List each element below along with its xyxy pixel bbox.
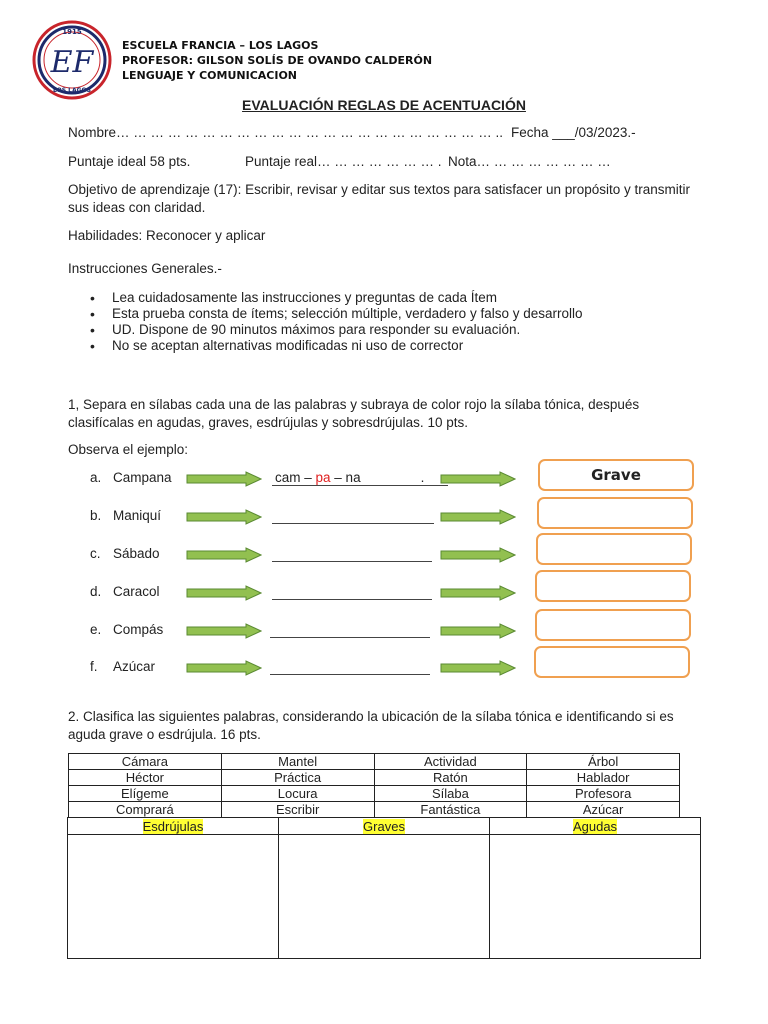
word-cell: Ratón	[374, 770, 527, 786]
arrow-icon	[440, 585, 516, 601]
question-1-prompt: 1, Separa en sílabas cada una de las palabras y subraya de color rojo la sílaba tónica, después clasifícalas en agudas, graves, esdrújulas y sobresdrújulas. 10 pts.	[68, 397, 640, 430]
answer-line[interactable]	[272, 523, 434, 524]
item-word: Azúcar	[113, 659, 156, 674]
answer-line	[272, 485, 448, 486]
arrow-icon	[186, 660, 262, 676]
arrow-icon	[186, 585, 262, 601]
answer-box[interactable]	[534, 646, 690, 678]
skills: Habilidades: Reconocer y aplicar	[68, 228, 266, 243]
answer-cell-esdrujulas[interactable]	[68, 835, 279, 959]
column-header-graves: Graves	[279, 818, 490, 835]
answer-box[interactable]	[536, 533, 692, 565]
teacher-name: PROFESOR: GILSON SOLÍS DE OVANDO CALDERÓN	[122, 54, 433, 67]
arrow-icon	[440, 623, 516, 639]
grade-field: Nota… … … … … … … …	[448, 154, 611, 169]
list-item: • UD. Dispone de 90 minutos máximos para responder su evaluación.	[90, 322, 583, 338]
word-cell: Cámara	[69, 754, 222, 770]
table-row	[69, 786, 680, 802]
item-word: Maniquí	[113, 508, 162, 523]
item-word: Campana	[113, 470, 172, 485]
word-bank-table	[68, 753, 680, 818]
arrow-icon	[186, 509, 262, 525]
ideal-score: Puntaje ideal 58 pts.	[68, 154, 191, 169]
word-cell: Héctor	[69, 770, 222, 786]
answer-box[interactable]	[535, 609, 691, 641]
word-cell: Locura	[221, 786, 374, 802]
word-cell: Escribir	[221, 802, 374, 818]
word-cell: Comprará	[69, 802, 222, 818]
item-letter: f.	[90, 659, 98, 674]
arrow-icon	[440, 509, 516, 525]
word-cell: Árbol	[527, 754, 680, 770]
tonic-syllable: pa	[315, 470, 331, 485]
example-label: Observa el ejemplo:	[68, 442, 189, 457]
answer-line[interactable]	[270, 637, 430, 638]
answer-line[interactable]	[272, 599, 432, 600]
arrow-icon	[186, 471, 262, 487]
school-name: ESCUELA FRANCIA – LOS LAGOS	[122, 39, 319, 52]
logo-place: LOS LAGOS	[53, 87, 91, 94]
answer-box[interactable]	[537, 497, 693, 529]
classification-table	[67, 817, 701, 959]
list-item: • No se aceptan alternativas modificadas ni uso de corrector	[90, 338, 583, 354]
item-letter: e.	[90, 622, 102, 637]
school-header	[122, 38, 432, 83]
table-row	[69, 802, 680, 818]
item-letter: b.	[90, 508, 102, 523]
instructions-title: Instrucciones Generales.-	[68, 261, 222, 276]
page-title: EVALUACIÓN REGLAS DE ACENTUACIÓN	[242, 97, 526, 113]
word-cell: Mantel	[221, 754, 374, 770]
list-item: • Lea cuidadosamente las instrucciones y preguntas de cada Ítem	[90, 290, 583, 306]
arrow-icon	[186, 623, 262, 639]
list-item: • Esta prueba consta de ítems; selección múltiple, verdadero y falso y desarrollo	[90, 306, 583, 322]
item-word: Sábado	[113, 546, 160, 561]
answer-box[interactable]	[535, 570, 691, 602]
word-cell: Fantástica	[374, 802, 527, 818]
example-syllables: cam – pa – na .	[275, 470, 425, 485]
arrow-icon	[186, 547, 262, 563]
item-letter: a.	[90, 470, 102, 485]
logo-year: 1915	[62, 28, 82, 36]
word-cell: Sílaba	[374, 786, 527, 802]
answer-cell-graves[interactable]	[279, 835, 490, 959]
arrow-icon	[440, 660, 516, 676]
word-cell: Profesora	[527, 786, 680, 802]
example-answer-box: Grave	[538, 459, 694, 491]
name-field: Nombre… … … … … … … … … … … … … … … … … … … … … … ..	[68, 125, 504, 140]
column-header-agudas: Agudas	[490, 818, 701, 835]
word-cell: Actividad	[374, 754, 527, 770]
table-row	[69, 770, 680, 786]
table-row	[69, 754, 680, 770]
item-letter: c.	[90, 546, 101, 561]
answer-cell-agudas[interactable]	[490, 835, 701, 959]
item-word: Caracol	[113, 584, 160, 599]
item-word: Compás	[113, 622, 164, 637]
logo-initials: EF	[50, 45, 94, 80]
arrow-icon	[440, 547, 516, 563]
word-cell: Práctica	[221, 770, 374, 786]
subject-name: LENGUAJE Y COMUNICACION	[122, 69, 298, 82]
word-cell: Azúcar	[527, 802, 680, 818]
word-cell: Elígeme	[69, 786, 222, 802]
real-score: Puntaje real… … … … … … … .	[245, 154, 442, 169]
date-field: Fecha ___/03/2023.-	[511, 125, 636, 140]
school-logo	[32, 20, 112, 100]
column-header-esdrujulas: Esdrújulas	[68, 818, 279, 835]
answer-line[interactable]	[270, 674, 430, 675]
word-cell: Hablador	[527, 770, 680, 786]
instructions-list	[90, 290, 583, 354]
item-letter: d.	[90, 584, 102, 599]
learning-objective: Objetivo de aprendizaje (17): Escribir, revisar y editar sus textos para satisfacer un propósito y transmitir sus ideas con claridad.	[68, 182, 691, 215]
answer-line[interactable]	[272, 561, 432, 562]
arrow-icon	[440, 471, 516, 487]
question-2-prompt: 2. Clasifica las siguientes palabras, considerando la ubicación de la sílaba tónica e identificando si es aguda grave o esdrújula. 16 pts.	[68, 709, 674, 742]
